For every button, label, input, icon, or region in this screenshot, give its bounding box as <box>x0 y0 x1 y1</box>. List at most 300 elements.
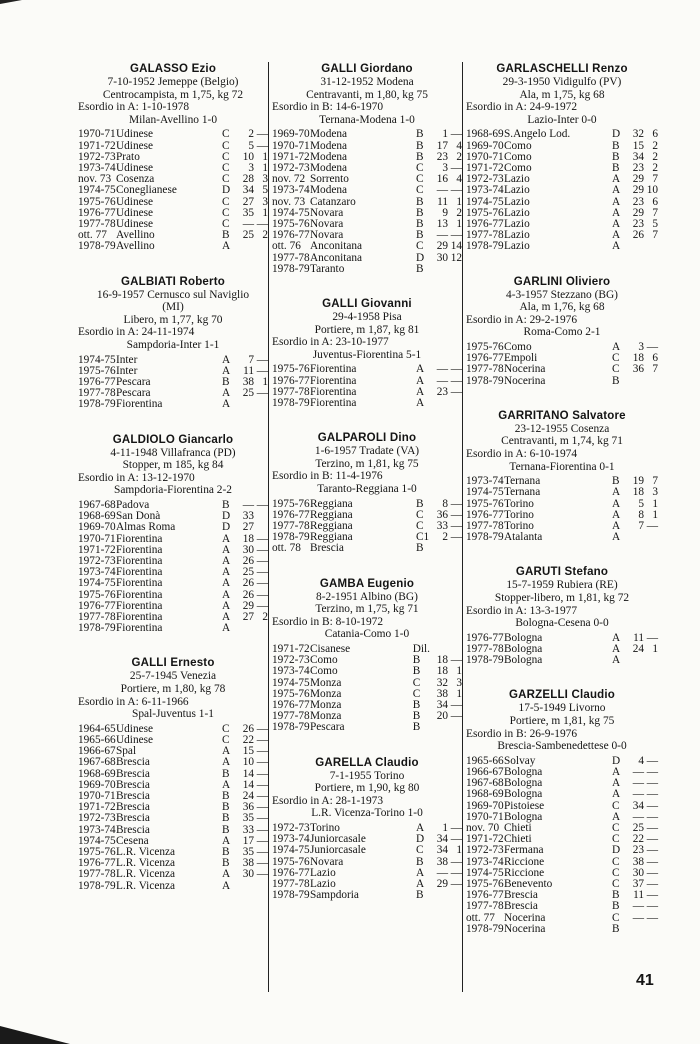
appearances-cell: 16 <box>436 173 448 186</box>
appearances-cell: 18 <box>436 665 448 678</box>
appearances-cell: 11 <box>243 364 254 377</box>
appearances-cell: — <box>242 498 254 511</box>
goals-cell: — <box>646 799 658 812</box>
goals-cell: — <box>646 877 658 890</box>
goals-cell: 7 <box>652 229 658 242</box>
season-cell: 1977-78 <box>466 363 504 376</box>
career-table <box>78 500 268 634</box>
goals-cell: — <box>256 543 268 556</box>
player-name: GALDIOLO Giancarlo <box>112 433 234 446</box>
goals-cell: — <box>646 821 658 834</box>
season-cell: 1978-79 <box>272 721 310 734</box>
player-info-line: Portiere, m 1,81, kg 75 <box>509 714 615 727</box>
season-cell: 1973-74 <box>272 665 310 678</box>
season-cell: 1969-70 <box>272 128 310 141</box>
appearances-cell: 18 <box>242 532 254 545</box>
goals-cell: 1 <box>456 218 462 230</box>
season-cell: 1976-77 <box>78 206 116 219</box>
series-cell: B <box>416 150 424 163</box>
player-entry <box>466 62 658 253</box>
club-cell: Brescia <box>116 801 150 814</box>
series-cell: B <box>222 767 230 780</box>
series-cell: C <box>612 363 620 376</box>
appearances-cell: 14 <box>242 767 254 780</box>
club-cell: Fiorentina <box>116 611 163 623</box>
club-cell: L.R. Vicenza <box>116 868 176 881</box>
series-cell: B <box>222 229 230 242</box>
season-cell: 1977-78 <box>466 519 504 532</box>
club-cell: Pescara <box>310 721 345 734</box>
club-cell: Bologna <box>504 642 543 655</box>
goals-cell: — <box>450 128 462 141</box>
player-entry <box>78 433 268 635</box>
appearances-cell: 18 <box>436 654 448 667</box>
table-row <box>78 757 268 768</box>
season-cell: 1975-76 <box>466 206 504 219</box>
goals-cell: 2 <box>652 161 658 174</box>
appearances-cell: 8 <box>638 508 644 521</box>
club-cell: Monza <box>310 710 342 723</box>
series-cell: C <box>416 844 424 857</box>
season-cell: 1971-72 <box>78 801 116 814</box>
club-cell: Fiorentina <box>116 588 163 601</box>
club-cell: Lazio <box>310 877 336 890</box>
season-cell: 1975-76 <box>466 877 504 890</box>
debut-info: Esordio in A: 24-11-1974 <box>78 326 195 339</box>
club-cell: Solvay <box>504 754 536 767</box>
club-cell: Lazio <box>310 866 336 879</box>
season-cell: 1974-75 <box>78 184 116 197</box>
series-cell: A <box>416 397 425 409</box>
club-cell: Fiorentina <box>116 398 163 411</box>
club-cell: Brescia <box>116 790 150 802</box>
season-cell: nov. 73 <box>272 195 306 208</box>
table-row <box>272 185 462 196</box>
goals-cell: — <box>450 833 462 846</box>
season-cell: 1974-75 <box>78 834 116 847</box>
season-cell: 1978-79 <box>272 262 310 275</box>
goals-cell <box>256 623 268 634</box>
goals-cell: — <box>646 519 658 532</box>
player-entry <box>272 297 462 409</box>
season-cell: 1976-77 <box>78 857 116 870</box>
appearances-cell: — <box>242 218 254 230</box>
series-cell: B <box>612 374 620 387</box>
career-table <box>466 129 658 252</box>
series-cell: C <box>612 855 620 868</box>
series-cell: C <box>416 184 424 197</box>
goals-cell: — <box>256 353 268 366</box>
appearances-cell: 14 <box>242 778 254 791</box>
series-cell: C <box>612 833 620 846</box>
club-cell: Lazio <box>504 218 530 230</box>
series-cell: B <box>222 823 230 836</box>
goals-cell <box>450 398 462 409</box>
club-cell: Sorrento <box>310 173 349 186</box>
goals-cell: — <box>256 834 268 847</box>
goals-cell: — <box>256 139 268 152</box>
series-cell: C1 <box>416 531 430 544</box>
season-cell: 1970-71 <box>466 150 504 163</box>
club-cell: Monza <box>310 687 342 700</box>
goals-cell: 14 <box>450 240 462 253</box>
season-cell: 1978-79 <box>272 889 310 902</box>
goals-cell: 3 <box>456 676 462 689</box>
appearances-cell: 25 <box>242 387 254 400</box>
goals-cell: — <box>256 218 268 230</box>
appearances-cell: 23 <box>436 385 448 398</box>
club-cell: Udinese <box>116 206 154 219</box>
player-info-line: Lazio-Inter 0-0 <box>527 113 597 126</box>
club-cell: Fiorentina <box>116 622 163 635</box>
table-row <box>78 185 268 196</box>
series-cell: B <box>222 801 230 814</box>
season-cell: 1977-78 <box>78 387 116 400</box>
goals-cell: 1 <box>262 206 268 219</box>
debut-info: Esordio in A: 24-9-1972 <box>466 101 578 114</box>
season-cell: 1975-76 <box>272 363 310 376</box>
series-cell: D <box>222 184 231 197</box>
goals-cell: 2 <box>262 611 268 623</box>
club-cell: Bologna <box>504 765 543 778</box>
season-cell: 1977-78 <box>272 385 310 398</box>
club-cell: Torino <box>504 497 534 510</box>
season-cell: 1974-75 <box>78 577 116 590</box>
binding-shadow <box>0 1022 80 1044</box>
appearances-cell: 30 <box>242 868 254 881</box>
club-cell: Lazio <box>504 240 530 253</box>
column-rule <box>462 62 463 992</box>
season-cell: 1975-76 <box>466 497 504 510</box>
season-cell: 1973-74 <box>466 475 504 488</box>
series-cell: A <box>222 868 231 881</box>
goals-cell: 3 <box>262 173 268 186</box>
appearances-cell: 5 <box>638 497 644 510</box>
goals-cell <box>450 264 462 275</box>
series-cell: A <box>612 340 621 353</box>
table-row <box>78 399 268 410</box>
club-cell: Brescia <box>116 823 150 836</box>
appearances-cell: 26 <box>242 588 254 601</box>
club-cell: Bologna <box>504 654 543 667</box>
debut-info: Esordio in B: 14-6-1970 <box>272 101 384 114</box>
appearances-cell: — <box>632 900 644 913</box>
series-cell: B <box>612 922 620 935</box>
goals-cell <box>450 543 462 554</box>
club-cell: Avellino <box>116 240 155 253</box>
season-cell: 1975-76 <box>272 497 310 510</box>
table-row <box>272 543 462 554</box>
table-row <box>78 129 268 140</box>
series-cell: A <box>612 184 621 197</box>
season-cell: 1977-78 <box>466 642 504 655</box>
table-row <box>272 398 462 409</box>
club-cell: Sampdoria <box>310 889 359 902</box>
goals-cell: 10 <box>646 184 658 197</box>
appearances-cell: 17 <box>242 834 254 847</box>
appearances-cell <box>626 376 646 387</box>
appearances-cell: 32 <box>632 128 644 141</box>
series-cell: B <box>412 654 421 667</box>
season-cell: 1966-67 <box>466 765 504 778</box>
appearances-cell: 25 <box>242 229 254 242</box>
appearances-cell: 36 <box>632 363 644 376</box>
season-cell: 1977-78 <box>78 868 116 881</box>
birth-info: 15-7-1959 Rubiera (RE) <box>506 579 618 592</box>
series-cell: A <box>222 240 231 253</box>
series-cell: C <box>416 508 424 521</box>
appearances-cell <box>430 398 450 409</box>
club-cell: Udinese <box>116 722 154 735</box>
player-name: GARELLA Claudio <box>315 756 419 769</box>
player-name: GAMBA Eugenio <box>319 577 415 590</box>
season-cell: 1974-75 <box>272 206 310 219</box>
series-cell: C <box>222 128 230 141</box>
season-cell: 1972-73 <box>272 821 310 834</box>
player-entry <box>466 565 658 666</box>
club-cell: Chieti <box>504 821 532 834</box>
club-cell: Cosenza <box>116 173 155 186</box>
club-cell: Lazio <box>504 184 530 197</box>
goals-cell: — <box>646 777 658 790</box>
appearances-cell: 4 <box>638 754 644 767</box>
goals-cell <box>450 890 462 901</box>
appearances-cell <box>626 655 646 666</box>
season-cell: 1975-76 <box>272 218 310 230</box>
table-row <box>466 364 658 375</box>
career-table <box>272 823 462 901</box>
goals-cell: — <box>450 363 462 376</box>
series-cell: B <box>222 812 230 825</box>
series-cell: A <box>612 229 621 242</box>
player-info-line: Libero, m 1,77, kg 70 <box>123 313 223 326</box>
series-cell: B <box>222 857 230 870</box>
series-cell: A <box>222 577 231 590</box>
season-cell: 1976-77 <box>272 698 310 711</box>
player-info-line: Roma-Como 2-1 <box>523 326 601 339</box>
table-row <box>466 901 658 912</box>
series-cell: B <box>416 139 424 152</box>
season-cell: 1968-69 <box>78 510 116 523</box>
club-cell: Novara <box>310 218 344 230</box>
debut-info: Esordio in B: 11-4-1976 <box>272 470 383 483</box>
table-row <box>78 869 268 880</box>
club-cell: Lazio <box>504 206 530 219</box>
appearances-cell: 35 <box>242 812 254 825</box>
season-cell: 1972-73 <box>272 161 310 174</box>
appearances-cell: 26 <box>242 722 254 735</box>
player-info-line: Stopper-libero, m 1,81, kg 72 <box>494 591 630 604</box>
appearances-cell: 36 <box>242 801 254 814</box>
birth-info: 31-12-1952 Modena <box>320 76 414 88</box>
player-name: GALPAROLI Dino <box>317 432 417 445</box>
appearances-cell: 3 <box>638 340 644 353</box>
appearances-cell: 1 <box>442 821 448 834</box>
appearances-cell: 25 <box>632 821 644 834</box>
table-row <box>466 655 658 666</box>
appearances-cell: 34 <box>436 833 448 846</box>
club-cell: Novara <box>310 855 344 868</box>
debut-info: Esordio in B: 8-10-1972 <box>272 615 384 628</box>
appearances-cell: 34 <box>436 698 448 711</box>
player-name: GALLI Giovanni <box>322 298 412 311</box>
debut-info: Esordio in A: 29-2-1976 <box>466 313 578 326</box>
series-cell: B <box>416 542 424 555</box>
season-cell: 1977-78 <box>272 251 310 264</box>
club-cell: Fermana <box>504 844 544 857</box>
series-cell: A <box>222 879 231 892</box>
debut-info: Esordio in A: 28-1-1973 <box>272 794 384 807</box>
season-cell: 1971-72 <box>78 543 116 556</box>
season-cell: 1970-71 <box>78 128 116 141</box>
goals-cell: — <box>450 654 462 667</box>
appearances-cell: 1 <box>442 128 448 141</box>
season-cell: ott. 78 <box>272 542 301 555</box>
series-cell: B <box>612 889 620 902</box>
player-entry <box>78 275 268 411</box>
appearances-cell: 11 <box>437 195 448 208</box>
table-row <box>466 532 658 543</box>
series-cell: C <box>612 352 620 365</box>
goals-cell: 2 <box>456 206 462 219</box>
club-cell: Nocerina <box>504 374 546 387</box>
goals-cell: 7 <box>652 206 658 219</box>
series-cell: B <box>612 475 620 488</box>
appearances-cell: 28 <box>242 173 254 186</box>
appearances-cell: 23 <box>632 218 644 230</box>
goals-cell: — <box>256 599 268 612</box>
appearances-cell: 3 <box>442 161 448 174</box>
season-cell: 1976-77 <box>78 375 116 388</box>
goals-cell: 2 <box>652 139 658 152</box>
debut-info: Esordio in B: 26-9-1976 <box>466 727 578 740</box>
birth-info: 25-7-1945 Venezia <box>129 670 217 683</box>
season-cell: 1972-73 <box>78 554 116 567</box>
goals-cell: — <box>256 756 268 769</box>
club-cell: Brescia <box>310 542 344 555</box>
goals-cell: — <box>646 844 658 857</box>
series-cell: A <box>222 398 231 411</box>
appearances-cell: 7 <box>638 519 644 532</box>
season-cell: 1974-75 <box>272 844 310 857</box>
season-cell: 1978-79 <box>78 622 116 635</box>
club-cell: L.R. Vicenza <box>116 846 176 859</box>
goals-cell: — <box>450 497 462 510</box>
goals-cell: — <box>256 128 268 141</box>
table-row <box>466 789 658 800</box>
club-cell: Bologna <box>504 777 543 790</box>
club-cell: Modena <box>310 139 348 152</box>
goals-cell: — <box>646 754 658 767</box>
goals-cell: — <box>256 846 268 859</box>
goals-cell: 5 <box>652 218 658 230</box>
goals-cell: — <box>256 566 268 579</box>
season-cell: 1964-65 <box>78 722 116 735</box>
player-info-line: Catania-Como 1-0 <box>324 628 410 641</box>
series-cell: A <box>222 778 231 791</box>
goals-cell: 7 <box>652 475 658 488</box>
goals-cell: — <box>450 821 462 834</box>
series-cell: C <box>416 240 424 253</box>
goals-cell: 1 <box>652 508 658 521</box>
series-cell: B <box>416 889 424 902</box>
club-cell: Brescia <box>116 778 150 791</box>
season-cell: 1967-68 <box>466 777 504 790</box>
goals-cell: 7 <box>652 173 658 186</box>
series-cell: A <box>612 508 621 521</box>
season-cell: nov. 70 <box>466 821 500 834</box>
club-cell: Pescara <box>116 387 151 400</box>
club-cell: Avellino <box>116 229 155 242</box>
player-entry <box>272 62 462 275</box>
series-cell: A <box>612 240 621 253</box>
series-cell: C <box>412 687 421 700</box>
goals-cell: 1 <box>456 687 462 700</box>
club-cell: Monza <box>310 698 342 711</box>
series-cell: A <box>612 631 621 644</box>
appearances-cell: 11 <box>633 631 644 644</box>
club-cell: Fiorentina <box>116 543 163 556</box>
series-cell: A <box>612 810 621 823</box>
season-cell: 1977-78 <box>272 519 310 532</box>
appearances-cell: — <box>436 374 448 387</box>
goals-cell: — <box>256 857 268 870</box>
player-info-line: Milan-Avellino 1-0 <box>128 113 218 126</box>
goals-cell: — <box>450 698 462 711</box>
appearances-cell: 26 <box>242 554 254 567</box>
goals-cell: — <box>256 801 268 814</box>
club-cell: Torino <box>310 821 340 834</box>
season-cell: 1976-77 <box>466 508 504 521</box>
goals-cell <box>646 532 658 543</box>
appearances-cell: — <box>436 184 448 197</box>
table-row <box>272 364 462 375</box>
season-cell: 1974-75 <box>466 486 504 499</box>
player-info-line: Juventus-Fiorentina 5-1 <box>312 348 422 361</box>
club-cell: Lazio <box>504 195 530 208</box>
appearances-cell: 37 <box>632 877 644 890</box>
series-cell: D <box>222 510 231 523</box>
series-cell: A <box>416 877 425 890</box>
season-cell: 1978-79 <box>272 397 310 409</box>
goals-cell: — <box>256 790 268 802</box>
appearances-cell: 27 <box>242 521 254 534</box>
goals-cell: — <box>450 855 462 868</box>
club-cell: Bologna <box>504 631 543 644</box>
appearances-cell: 30 <box>436 251 448 264</box>
table-row <box>466 129 658 140</box>
club-cell: Brescia <box>116 812 150 825</box>
club-cell: Pistoiese <box>504 799 545 812</box>
club-cell: Lazio <box>504 173 530 186</box>
series-cell: B <box>222 790 230 802</box>
table-row <box>272 666 462 677</box>
appearances-cell: 38 <box>436 687 448 700</box>
series-cell: A <box>222 611 231 623</box>
series-cell: A <box>612 173 621 186</box>
player-info-line: Ternana-Modena 1-0 <box>319 113 415 126</box>
table-row <box>272 845 462 856</box>
series-cell: D <box>612 128 621 141</box>
player-info-line: Ternana-Fiorentina 0-1 <box>509 460 615 473</box>
birth-info: 4-11-1948 Villafranca (PD) <box>110 446 236 459</box>
series-cell: A <box>222 532 231 545</box>
player-info-line: Taranto-Reggiana 1-0 <box>317 482 417 495</box>
goals-cell: 6 <box>652 128 658 141</box>
goals-cell: — <box>450 508 462 521</box>
series-cell: D <box>416 833 425 846</box>
club-cell: Como <box>504 150 532 163</box>
